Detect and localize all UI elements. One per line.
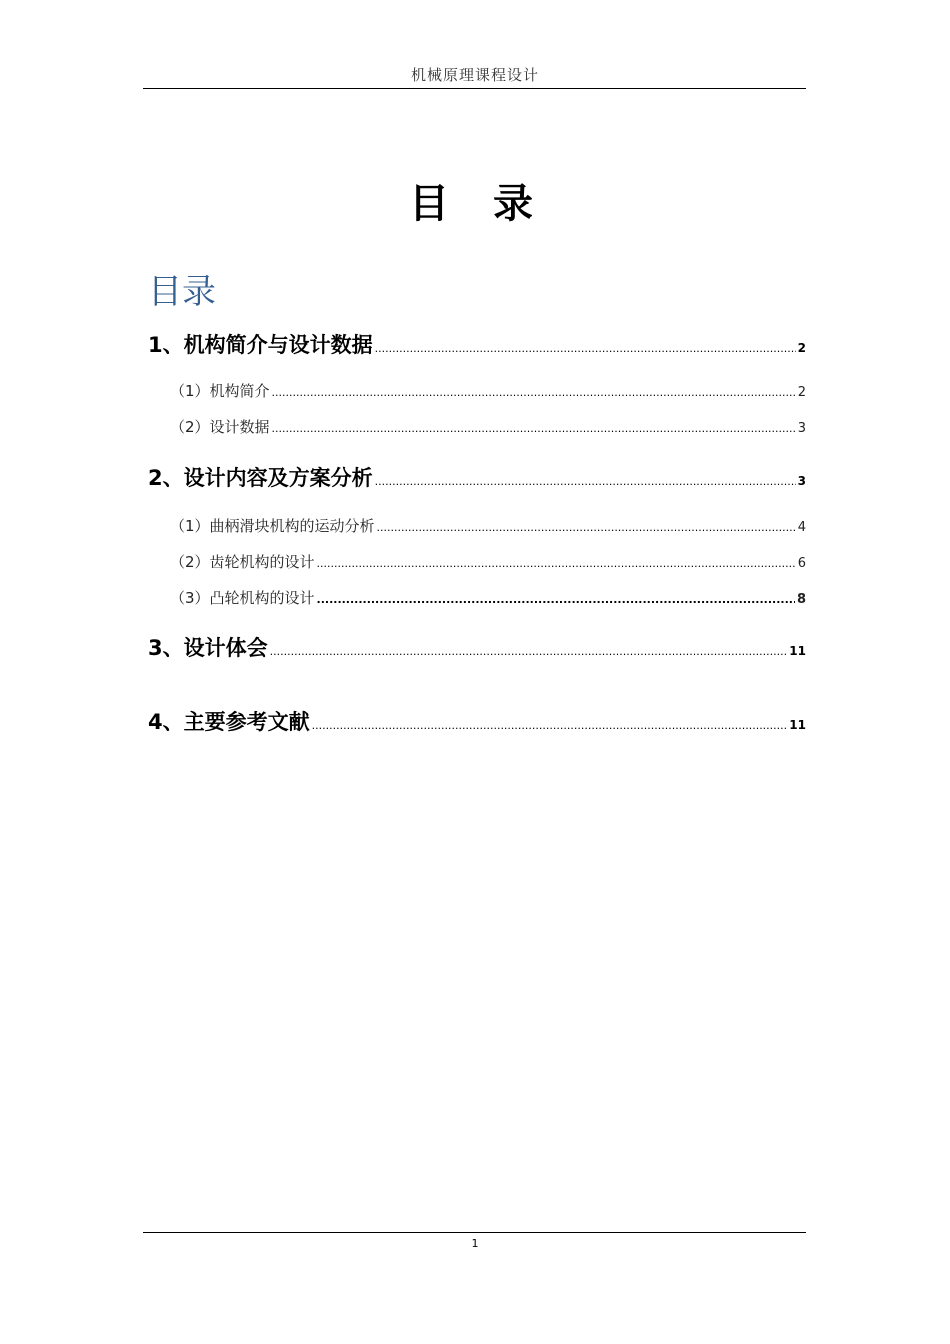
toc-entry-label: 3、设计体会	[148, 636, 268, 660]
toc-entry-1[interactable]	[148, 329, 806, 359]
toc-entry-2-3[interactable]	[170, 587, 806, 608]
running-header: 机械原理课程设计	[410, 66, 539, 84]
toc-entry-1-1[interactable]	[170, 380, 806, 401]
toc-leader-dots	[317, 557, 796, 570]
toc-entry-label: （1）机构简介	[170, 382, 270, 400]
toc-leader-dots	[270, 645, 788, 658]
toc-entry-page: 3	[797, 421, 806, 436]
toc-entry-label: 2、设计内容及方案分析	[148, 466, 373, 490]
toc-leader-dots	[272, 422, 796, 435]
toc-entry-4[interactable]	[148, 706, 806, 736]
page-number: 1	[471, 1237, 479, 1250]
toc-entry-page: 11	[789, 644, 806, 658]
page-title-char-2: 录	[493, 181, 541, 227]
toc-entry-page: 4	[797, 520, 806, 535]
toc-entry-page: 6	[797, 556, 806, 571]
header-divider	[143, 88, 806, 89]
toc-entry-label: （2）齿轮机构的设计	[170, 553, 315, 571]
toc-leader-dots	[377, 521, 796, 534]
page-title	[0, 172, 950, 229]
toc-entry-label: （2）设计数据	[170, 418, 270, 436]
toc-leader-dots	[272, 386, 796, 399]
toc-entry-2-1[interactable]	[170, 515, 806, 536]
toc-entry-2[interactable]	[148, 462, 806, 492]
toc-entry-1-2[interactable]	[170, 416, 806, 437]
toc-entry-2-2[interactable]	[170, 551, 806, 572]
page-title-char-1: 目	[409, 181, 457, 227]
toc-leader-dots	[317, 593, 795, 606]
toc-entry-page: 2	[797, 385, 806, 400]
toc-entry-label: （3）凸轮机构的设计	[170, 589, 315, 607]
toc-entry-page: 3	[797, 474, 806, 488]
toc-entry-3[interactable]	[148, 632, 806, 662]
toc-leader-dots	[312, 719, 788, 732]
footer-divider	[143, 1232, 806, 1233]
toc-entry-page: 8	[796, 592, 806, 607]
toc-entry-label: 1、机构简介与设计数据	[148, 333, 373, 357]
toc-entry-label: 4、主要参考文献	[148, 710, 310, 734]
toc-entry-label: （1）曲柄滑块机构的运动分析	[170, 517, 375, 535]
toc-leader-dots	[375, 475, 796, 488]
toc-entry-page: 2	[797, 341, 806, 355]
toc-entry-page: 11	[789, 718, 806, 732]
toc-heading: 目录	[148, 272, 216, 312]
toc-leader-dots	[375, 342, 796, 355]
